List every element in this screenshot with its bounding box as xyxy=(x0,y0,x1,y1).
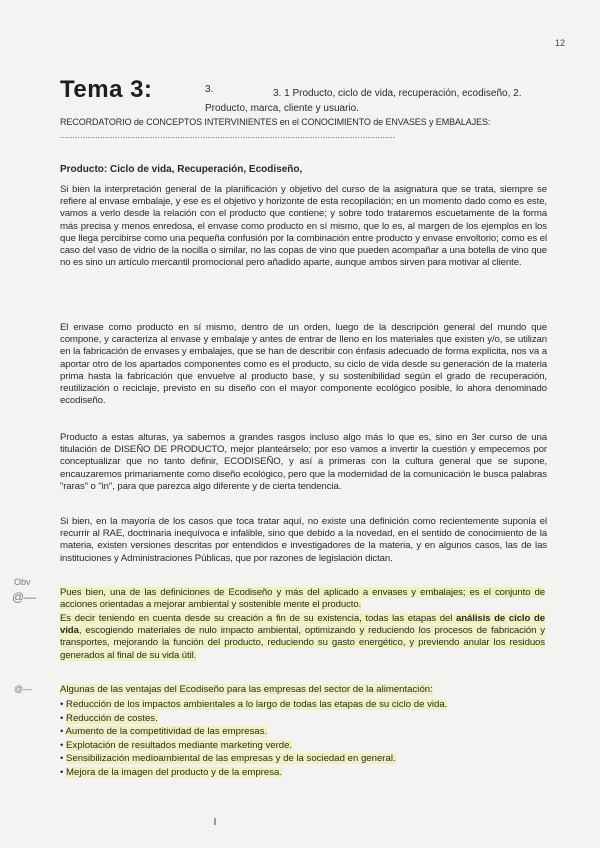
list-item: • Sensibilización medioambiental de las empresas y de la sociedad en general. xyxy=(60,752,447,766)
highlighted-text: Pues bien, una de las definiciones de Ecodiseño y más del aplicado a envases y embalajes; es el conjunto de acciones orientadas a mejorar ambiental y sostenible mente el producto. xyxy=(60,587,545,611)
tema-description: 3. 1 Producto, ciclo de vida, recuperación, ecodiseño, 2. Producto, marca, cliente y usuario. xyxy=(205,88,522,114)
paragraph-5 xyxy=(60,587,545,611)
list-item: • Explotación de resultados mediante marketing verde. xyxy=(60,739,447,753)
margin-annotation: @— xyxy=(14,684,33,694)
margin-annotation: Obv xyxy=(14,577,31,587)
paragraph-6 xyxy=(60,613,545,662)
list-item: • Aumento de la competitividad de las empresas. xyxy=(60,725,447,739)
highlighted-text: Es decir teniendo en cuenta desde su creación a fin de su existencia, todas las etapas del xyxy=(60,613,457,624)
ventajas-list xyxy=(60,698,447,779)
list-item: • Reducción de costes. xyxy=(60,712,447,726)
list-item: • Reducción de los impactos ambientales a lo largo de todas las etapas de su ciclo de vida. xyxy=(60,698,447,712)
list-item: • Mejora de la imagen del producto y de la empresa. xyxy=(60,766,447,780)
bold-term: análisis de ciclo de vida xyxy=(60,613,546,637)
ventajas-title: Algunas de las ventajas del Ecodiseño para las empresas del sector de la alimentación: xyxy=(60,684,433,695)
tema-title: Tema 3: xyxy=(60,76,153,103)
scan-mark xyxy=(214,818,216,825)
paragraph-3: Producto a estas alturas, ya sabemos a grandes rasgos incluso algo más lo que es, sino en 3er curso de una titulación de DISEÑO DE PRODUCTO, mejor planteárselo; por eso vamos a invertir la cuestión y empecemos por conceptualizar que no tanto definir, ECODISEÑO, y así a primeras con la cultura general que se supone, encauzaremos primariamente como diseño ecológico, pero que la modernidad de la comunicación le busca palabras "raras" o "in", para que parezca algo diferente y de cierta tendencia. xyxy=(60,432,547,492)
tema-number: 3. xyxy=(205,84,214,95)
paragraph-1: Si bien la interpretación general de la planificación y objetivo del curso de la asignatura que se trata, siempre se refiere al envase embalaje, y ese es el objetivo y horizonte de esta recopilación; en un momento dado como es este, vamos a verlo desde la relación con el producto que contiene; y sobre todo trataremos escuetamente de la forma más precisa y menos enredosa, el envase como producto en sí mismo, que lo es, al margen de los ejemplos en los que llega percibirse como una pequeña confusión por la combinación entre producto y envase envoltorio; como es el caso del vaso de vidrio de la nocilla o similar, no las copas de vino que pueden acompañar a una botella de vino que no es sino un artículo mercantil promocional pero añadido aparte, aunque ambos sirven para motivar al cliente. xyxy=(60,184,547,269)
highlighted-text: , escogiendo materiales de nulo impacto ambiental, optimizando y reduciendo los procesos de fabricación y transportes, mejorando la función del producto, reduciendo su gasto energético, y previendo anular los residuos generados al final de su vida útil. xyxy=(60,625,545,661)
margin-annotation: @— xyxy=(12,590,37,604)
paragraph-4: Si bien, en la mayoría de los casos que toca tratar aquí, no existe una definición como recientemente suponía el recurrir al RAE, doctrinaria inequívoca e infalible, sino que debido a la novedad, en el sentido de conocimiento de la materia, existen versiones descritas por entendidos e investigadores de la materia, y en algunos casos, las de las instituciones y Administraciones Públicas, que por razones de legislación dictan. xyxy=(60,516,547,564)
page-number: 12 xyxy=(555,38,566,48)
recordatorio-line: RECORDATORIO de CONCEPTOS INTERVINIENTES en el CONOCIMIENTO de ENVASES y EMBALAJES: xyxy=(60,117,491,127)
paragraph-2: El envase como producto en sí mismo, dentro de un orden, luego de la descripción general del mundo que compone, y caracteriza al envase y embalaje y antes de entrar de lleno en los materiales que existen y/o, se utilizan en la fabricación de envases y embalajes, que se han de describir con énfasis adecuado de forma explícita, nos va a aportar otro de los apartados componentes como es el producto, su ciclo de vida desde su generación de la materia prima hasta la fabricación que envuelve al producto base, y su sostenibilidad según el grado de recuperación, reutilización o reciclaje, previsto en su diseño con el mayor componente ecológico posible, lo ahora denominado ecodiseño. xyxy=(60,322,547,407)
dotted-line: ...................................................................................................................................... xyxy=(60,130,396,140)
section-heading: Producto: Ciclo de vida, Recuperación, Ecodiseño, xyxy=(60,164,303,175)
